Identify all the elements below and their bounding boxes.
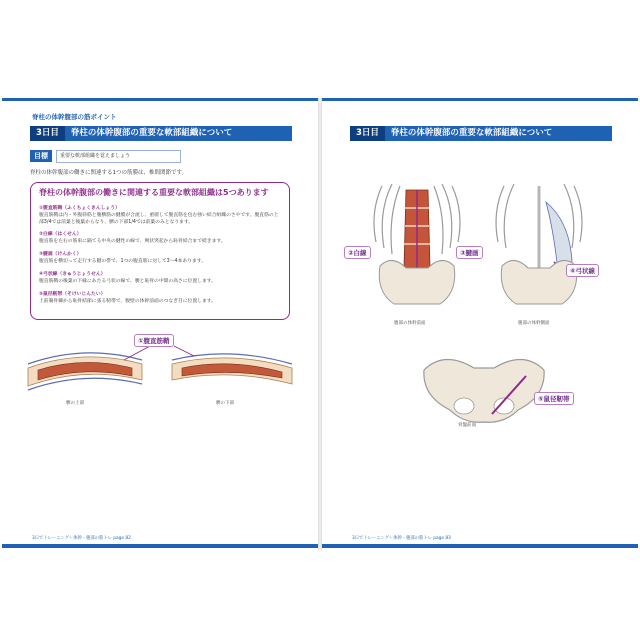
list-item xyxy=(39,251,279,265)
section-title: 脊柱の体幹腹部の重要な軟部組織について xyxy=(390,128,553,138)
list-item-body: 腹直筋鞘の後葉の下縁にあたる弓状の線で、臍と恥骨の中間の高さに位置します。 xyxy=(39,279,217,284)
book-spread xyxy=(0,98,640,550)
tissue-list-title: 脊柱の体幹腹部の働きに関連する重要な軟部組織は5つあります xyxy=(39,188,269,197)
caption-pelvis: 骨盤前面 xyxy=(458,423,476,428)
tendinous-intersection-label: ③腱画 xyxy=(456,246,483,259)
rectus-sheath-label: ①腹直筋鞘 xyxy=(134,334,174,347)
list-item xyxy=(39,231,279,245)
day-badge: 3日目 xyxy=(350,126,385,141)
list-item-head: ①腹直筋鞘（ふくちょくきんしょう） xyxy=(39,206,120,211)
running-head: 脊柱の体幹腹部の筋ポイント xyxy=(32,113,117,121)
list-item-head: ④弓状線（きゅうじょうせん） xyxy=(39,272,106,277)
list-item-head: ③腱画（けんかく） xyxy=(39,252,82,257)
list-item xyxy=(39,291,279,305)
tissue-list-box xyxy=(30,182,290,320)
intro-text: 脊柱の体幹腹部の働きに関連する1つの筋膜は、椎間関節です。 xyxy=(30,170,188,176)
top-rule xyxy=(322,98,638,101)
list-item-body: 上前腸骨棘から恥骨結節に張る靭帯で、腹壁の体幹前面のつなぎ目に位置します。 xyxy=(39,299,217,304)
left-page xyxy=(2,98,318,548)
section-title-bar xyxy=(30,126,292,141)
caption-lower: 臍の下部 xyxy=(216,401,234,406)
section-title-bar xyxy=(350,126,612,141)
list-item xyxy=(39,271,279,285)
rectus-sheath-cross-section xyxy=(24,340,300,400)
right-page xyxy=(322,98,638,548)
top-rule xyxy=(2,98,318,101)
caption-front: 腹部の体幹前面 xyxy=(394,321,426,326)
list-item-head: ②白線（はくせん） xyxy=(39,232,82,237)
caption-upper: 臍の上部 xyxy=(66,401,84,406)
bottom-rule xyxy=(2,544,318,548)
list-item-body: 腹直筋鞘は内・外腹斜筋と腹横筋の腱膜が合流し、重層して腹直筋を包む強い結合組織のさやです。腹直筋の上部3/4では前葉と後葉からなり、臍の下部1/4では前葉のみとなります。 xyxy=(39,213,279,225)
pelvis-illustration xyxy=(414,350,554,430)
list-item-head: ⑤鼠径靭帯（そけいじんたい） xyxy=(39,292,106,297)
page-footer: 3日でトレーニング〜体幹・腹部の筋トレ page 82 xyxy=(32,536,131,541)
page-footer: 3日でトレーニング〜体幹・腹部の筋トレ page 83 xyxy=(352,536,451,541)
goal-text: 重要な軟部組織を覚えましょう xyxy=(56,150,181,163)
list-item-body: 腹直筋を左右の筋束に隔てる中央の腱性の線で、剣状突起から恥骨結合まで続きます。 xyxy=(39,239,226,244)
list-item xyxy=(39,205,279,226)
day-badge: 3日目 xyxy=(30,126,65,141)
arcuate-line-label: ④弓状線 xyxy=(566,264,599,277)
section-title: 脊柱の体幹腹部の重要な軟部組織について xyxy=(70,128,233,138)
list-item-body: 腹直筋を横切って走行する腱の帯で、1つの腹直筋に対して3〜4本あります。 xyxy=(39,259,206,264)
bottom-rule xyxy=(322,544,638,548)
white-line-label: ②白線 xyxy=(344,246,371,259)
goal-label: 目標 xyxy=(30,150,52,162)
inguinal-ligament-label: ⑤鼠径靭帯 xyxy=(534,392,574,405)
caption-back: 腹部の体幹側面 xyxy=(518,321,550,326)
side-torso-illustration xyxy=(484,182,594,312)
